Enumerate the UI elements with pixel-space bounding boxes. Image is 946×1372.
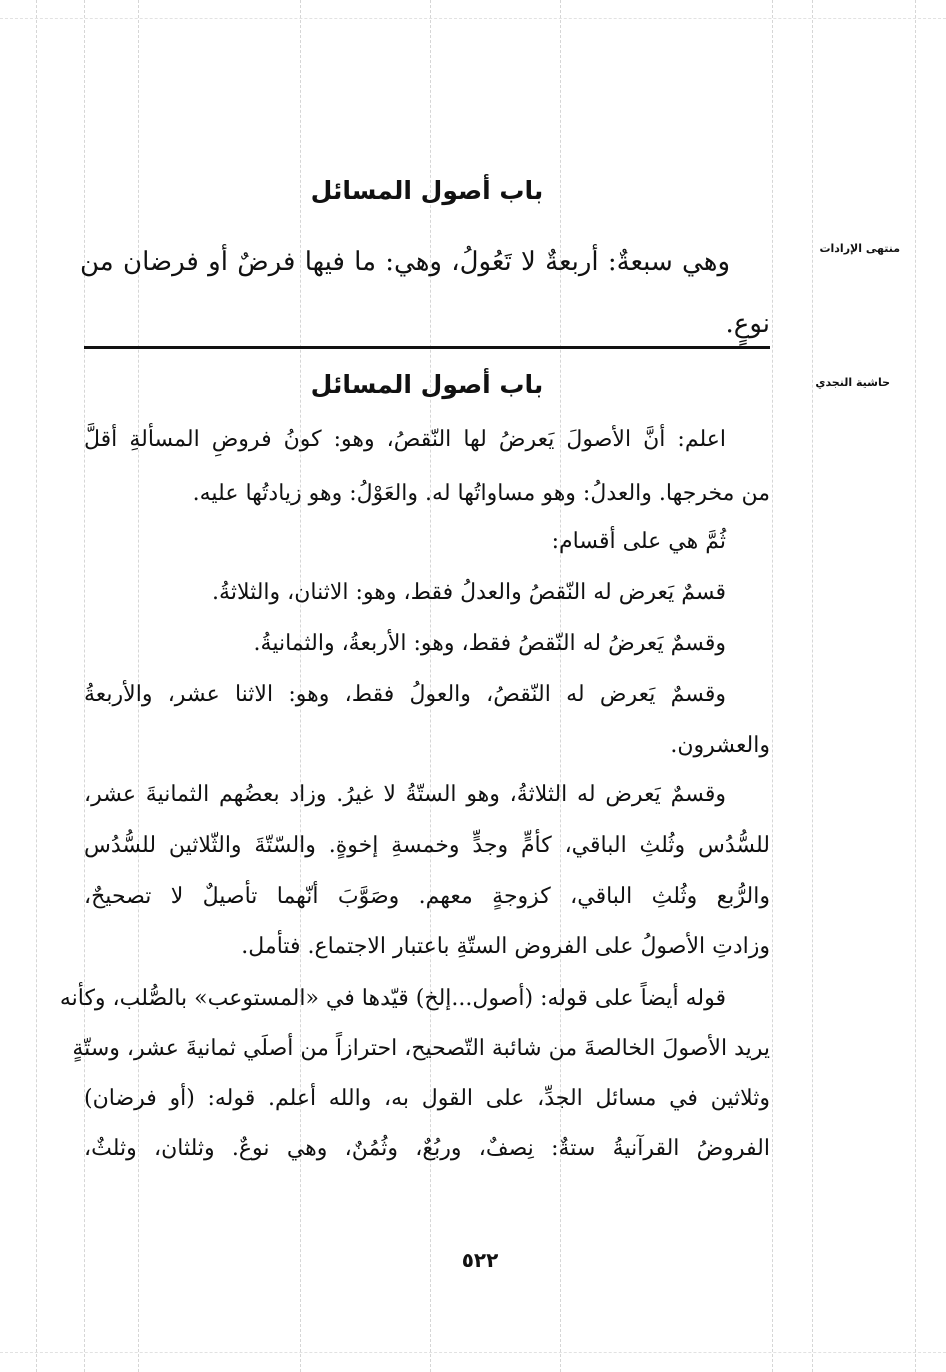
matn-line: نوعٍ. [725,309,770,339]
body-line: وزادتِ الأصولُ على الفروض الستّةِ باعتبار الاجتماع. فتأمل. [241,934,770,959]
body-line: اعلم: أنَّ الأصولَ يَعرضُ لها النّقصُ، وهو: كونُ فروضِ المسألةِ أقلَّ [84,427,726,452]
body-line: وثلاثين في مسائل الجدِّ، على القول به، والله أعلم. قوله: (أو فرضان) [84,1086,770,1111]
body-line: والرُّبع وثُلثِ الباقي، كزوجةٍ معهم. وصَوَّبَ أنّهما تأصيلٌ لا تصحيحٌ، [84,884,770,909]
body-line: وقسمٌ يَعرض له النّقصُ، والعولُ فقط، وهو: الاثنا عشر، والأربعةُ [84,682,726,707]
body-line: وقسمٌ يَعرض له الثلاثةُ، وهو الستّةُ لا غيرُ. وزاد بعضُهم الثمانيةَ عشر، [84,782,726,807]
side-label-najdi: حاشية النجدي [815,376,890,389]
section-divider [84,346,770,349]
body-line: ثُمَّ هي على أقسام: [551,529,726,554]
body-line: يريد الأصولَ الخالصةَ من شائبة التّصحيح، احترازاً من أصلَي ثمانيةَ عشر، وستّةٍ [72,1036,770,1061]
chapter-heading-matn: باب أصول المسائل [310,176,544,205]
page-number: ٥٢٢ [461,1248,499,1272]
body-line: من مخرجها. والعدلُ: وهو مساواتُها له. والعَوْلُ: وهو زيادتُها عليه. [192,481,770,506]
scan-guide-line [812,0,813,1372]
body-line: للسُّدُس وثُلثِ الباقي، كأمٍّ وجدٍّ وخمسةِ إخوةٍ. والسّتّةَ والثّلاثين للسُّدُس [84,833,770,858]
scan-guide-line [36,0,37,1372]
body-line: الفروضُ القرآنيةُ ستةٌ: نِصفٌ، وربُعٌ، وثُمُنٌ، وهي نوعٌ. وثلثان، وثلثٌ، [84,1136,770,1161]
scan-guide-line [915,0,916,1372]
scan-guide-line [772,0,773,1372]
chapter-heading-commentary: باب أصول المسائل [310,370,544,399]
body-line: والعشرون. [670,733,770,758]
body-line: قسمٌ يَعرض له النّقصُ والعدلُ فقط، وهو: الاثنان، والثلاثةُ. [212,580,726,605]
side-label-muntaha: منتهى الإرادات [819,242,900,255]
scan-guide-line [0,1352,946,1353]
body-line: وقسمٌ يَعرضُ له النّقصُ فقط، وهو: الأربعةُ، والثمانيةُ. [253,631,726,656]
body-line: قوله أيضاً على قوله: (أصول...إلخ) قيّدها في «المستوعب» بالصُّلب، وكأنه [59,986,726,1011]
matn-line: وهي سبعةٌ: أربعةٌ لا تَعُولُ، وهي: ما فيها فرضٌ أو فرضان من [80,247,730,277]
scan-guide-line [0,18,946,19]
